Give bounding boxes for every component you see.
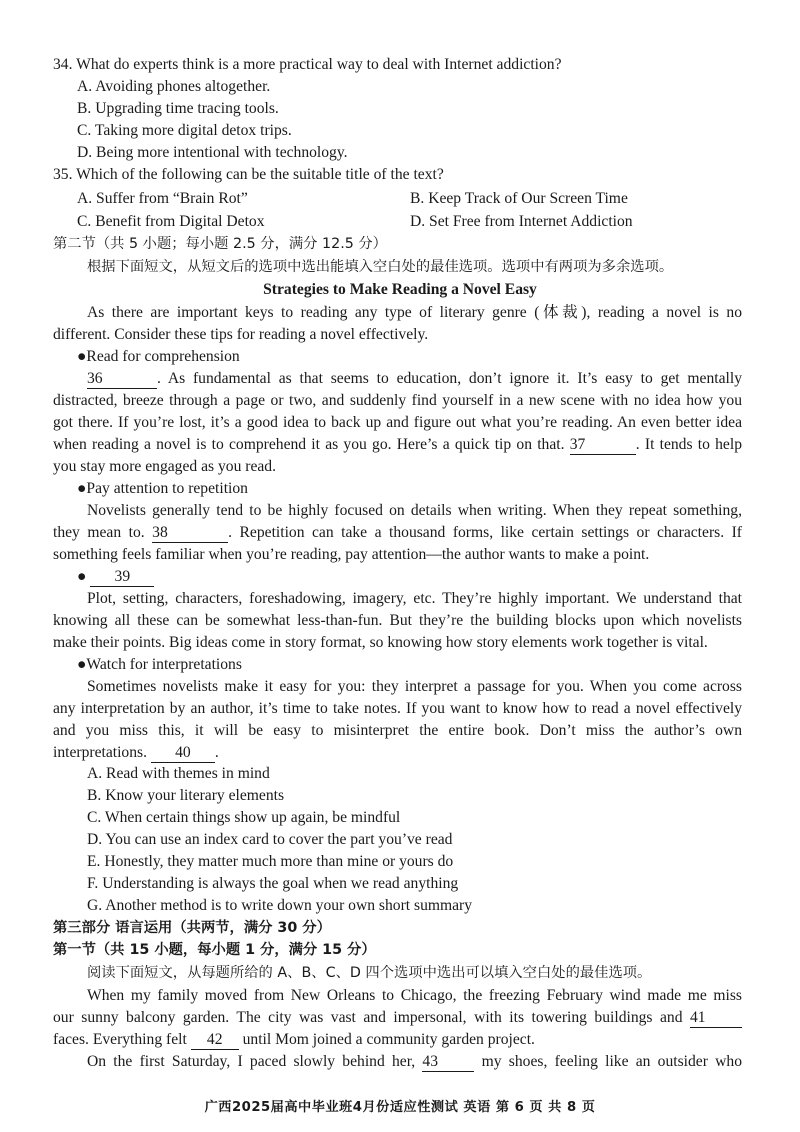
paragraph-1-text-1: . As fundamental as that seems to education, don’t ignore it. It’s easy to get mentally <box>157 370 742 387</box>
paragraph-3-line-3: make their points. Big ideas come in story format, so knowing how story elements work together is vital. <box>53 634 708 651</box>
blank-36: 36 <box>87 370 157 389</box>
intro-line-2: different. Consider these tips for reading a novel effectively. <box>53 326 429 343</box>
question-34-option-b: B. Upgrading time tracing tools. <box>77 100 279 117</box>
cloze-text-3a: faces. Everything felt <box>53 1031 187 1048</box>
question-35-option-d: D. Set Free from Internet Addiction <box>410 213 633 230</box>
question-34-option-c: C. Taking more digital detox trips. <box>77 122 292 139</box>
option-b: B. Know your literary elements <box>87 787 285 804</box>
paragraph-2-text-2b: . Repetition can take a thousand forms, like certain settings or characters. If <box>228 524 742 541</box>
cloze-text-3b: until Mom joined a community garden project. <box>242 1031 535 1048</box>
question-34-stem: 34. What do experts think is a more practical way to deal with Internet addiction? <box>53 56 562 73</box>
paragraph-4-line-3: and you miss this, it will be easy to misinterpret the entire book. Don’t miss the author’s own <box>53 722 742 739</box>
bullet-39-line <box>0 567 800 587</box>
cloze-line-1: When my family moved from New Orleans to Chicago, the freezing February wind made me miss <box>87 987 742 1004</box>
paragraph-4-line-1: Sometimes novelists make it easy for you: they interpret a passage for you. When you come across <box>87 678 742 695</box>
paragraph-3-line-1: Plot, setting, characters, foreshadowing, imagery, etc. They’re highly important. We understand that <box>87 590 742 607</box>
blank-37: 37 <box>570 436 636 455</box>
paragraph-1-text-4b: . It tends to help <box>635 436 742 453</box>
paragraph-4-line-2: any interpretation by an author, it’s time to take notes. If you want to know how to read a novel effectively <box>53 700 742 717</box>
bullet-read-for-comprehension: ●Read for comprehension <box>77 348 240 365</box>
section-2-instruction: 根据下面短文，从短文后的选项中选出能填入空白处的最佳选项。选项中有两项为多余选项。 <box>87 259 674 275</box>
page-footer: 广西2025届高中毕业班4月份适应性测试 英语 第 6 页 共 8 页 <box>204 1100 596 1115</box>
paragraph-1-line-3: got there. If you’re lost, it’s a good idea to back up and figure out what you’re reading. An even better idea <box>53 414 742 431</box>
question-35-option-a: A. Suffer from “Brain Rot” <box>77 190 248 207</box>
option-f: F. Understanding is always the goal when we read anything <box>87 875 459 892</box>
blank-40: 40 <box>151 744 215 763</box>
blank-39: 39 <box>90 568 154 587</box>
paragraph-1-line-2: distracted, breeze through a page or two, and suddenly find yourself in a new scene with no idea how you <box>53 392 742 409</box>
cloze-text-4a: On the first Saturday, I paced slowly behind her, <box>87 1053 416 1070</box>
intro-line-1: As there are important keys to reading any type of literary genre (体裁), reading a novel is no <box>87 304 742 321</box>
blank-43: 43 <box>422 1053 474 1072</box>
option-c: C. When certain things show up again, be mindful <box>87 809 401 826</box>
question-34-option-d: D. Being more intentional with technology. <box>77 144 348 161</box>
option-a: A. Read with themes in mind <box>87 765 270 782</box>
question-35-option-b: B. Keep Track of Our Screen Time <box>410 190 628 207</box>
question-35-stem: 35. Which of the following can be the suitable title of the text? <box>53 166 444 183</box>
paragraph-3-line-2: knowing all these can be somewhat less-than-fun. But they’re the building blocks upon which novelists <box>53 612 742 629</box>
paragraph-4-period: . <box>214 744 219 761</box>
passage-title: Strategies to Make Reading a Novel Easy <box>263 281 537 298</box>
bullet-watch-for-interpretations: ●Watch for interpretations <box>77 656 242 673</box>
blank-38: 38 <box>152 524 228 543</box>
cloze-text-4b: my shoes, feeling like an outsider who <box>481 1053 742 1070</box>
paragraph-1-line-5: you stay more engaged as you read. <box>53 458 277 475</box>
paragraph-2-line-2 <box>53 523 742 543</box>
question-34-option-a: A. Avoiding phones altogether. <box>77 78 271 95</box>
cloze-text-2: our sunny balcony garden. The city was vast and impersonal, with its towering buildings and <box>53 1009 683 1026</box>
paragraph-2-text-2a: they mean to. <box>53 524 145 541</box>
option-e: E. Honestly, they matter much more than mine or yours do <box>87 853 454 870</box>
question-35-option-c: C. Benefit from Digital Detox <box>77 213 265 230</box>
option-d: D. You can use an index card to cover the part you’ve read <box>87 831 453 848</box>
bullet-39-dot: ● <box>77 568 87 585</box>
paragraph-2-line-1: Novelists generally tend to be highly focused on details when writing. When they repeat something, <box>87 502 742 519</box>
part-3-instruction: 阅读下面短文，从每题所给的 A、B、C、D 四个选项中选出可以填入空白处的最佳选项。 <box>87 965 652 981</box>
question-35-row-2 <box>0 212 800 232</box>
option-g: G. Another method is to write down your own short summary <box>87 897 473 914</box>
question-35-row-1 <box>0 189 800 209</box>
paragraph-1-line-4 <box>53 435 742 455</box>
cloze-line-3 <box>0 1030 800 1050</box>
bullet-pay-attention-to-repetition: ●Pay attention to repetition <box>77 480 248 497</box>
paragraph-1-line-1 <box>87 369 742 389</box>
paragraph-4-text-4: interpretations. <box>53 744 147 761</box>
cloze-line-4 <box>87 1052 742 1072</box>
part-3-heading: 第三部分 语言运用（共两节，满分 30 分） <box>53 920 331 936</box>
paragraph-1-text-4a: when reading a novel is to comprehend it as you go. Here’s a quick tip on that. <box>53 436 565 453</box>
blank-42: 42 <box>191 1031 239 1050</box>
paragraph-2-line-3: something feels familiar when you’re reading, pay attention—the author wants to make a point. <box>53 546 650 563</box>
blank-41: 41 <box>690 1009 742 1028</box>
cloze-line-2 <box>53 1008 742 1028</box>
section-2-heading: 第二节（共 5 小题；每小题 2.5 分，满分 12.5 分） <box>53 236 387 252</box>
paragraph-4-line-4 <box>0 743 800 763</box>
part-3-subheading: 第一节（共 15 小题，每小题 1 分，满分 15 分） <box>53 942 376 958</box>
